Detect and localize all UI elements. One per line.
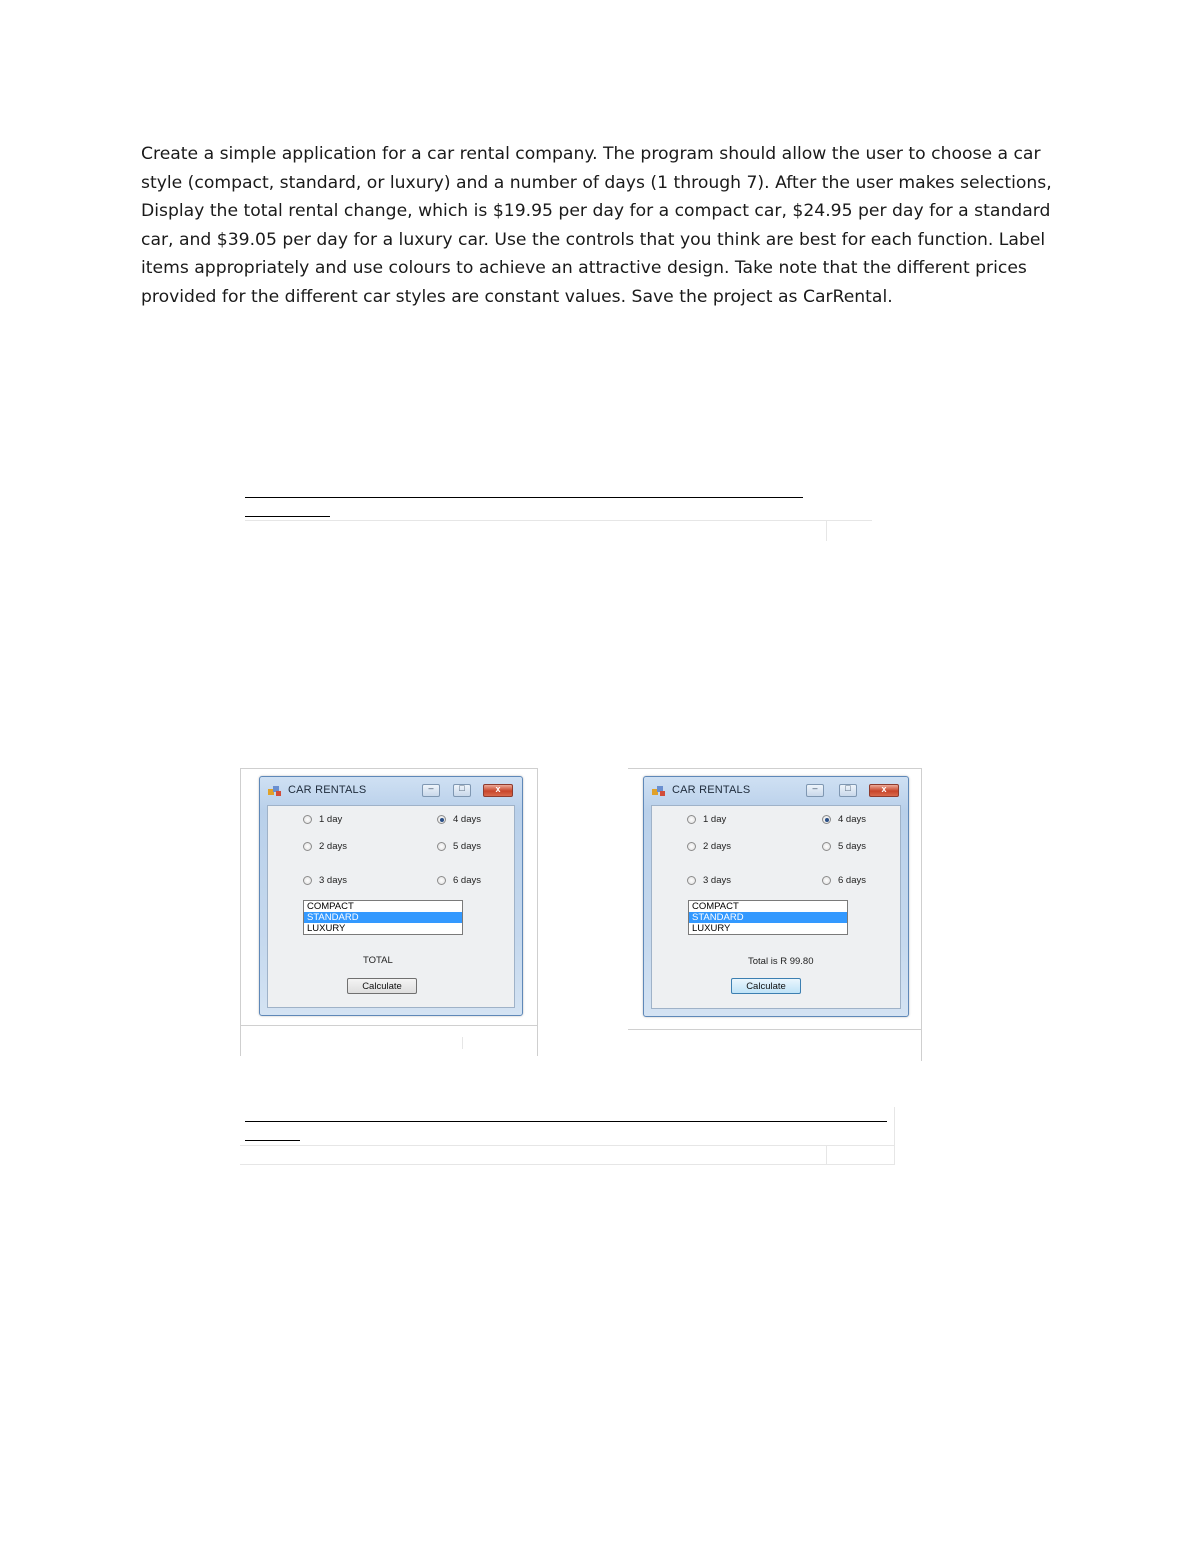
radio-circle-icon — [437, 876, 446, 885]
calculate-button[interactable]: Calculate — [731, 978, 801, 994]
radio-circle-icon — [303, 842, 312, 851]
minimize-button[interactable] — [422, 784, 440, 797]
screenshot-frame-1 — [240, 768, 538, 1056]
list-item-compact[interactable]: COMPACT — [307, 901, 354, 912]
minimize-button[interactable] — [806, 784, 824, 797]
total-label: Total is R 99.80 — [748, 956, 814, 967]
faint-tick — [894, 1107, 895, 1165]
faint-divider — [241, 1025, 537, 1026]
rule-bottom-short — [245, 1140, 300, 1141]
faint-line — [240, 1145, 895, 1146]
list-item-luxury[interactable]: LUXURY — [307, 923, 346, 934]
radio-circle-icon — [303, 815, 312, 824]
window-title: CAR RENTALS — [672, 784, 751, 796]
title-bar[interactable] — [260, 777, 522, 804]
maximize-button[interactable] — [453, 784, 471, 797]
radio-circle-icon — [303, 876, 312, 885]
list-item-standard[interactable]: STANDARD — [689, 912, 847, 923]
faint-divider — [628, 1029, 921, 1030]
window-client-area — [651, 805, 901, 1009]
radio-3-days[interactable]: 3 days — [687, 875, 731, 886]
rule-top-short — [245, 516, 330, 517]
radio-5-days[interactable]: 5 days — [822, 841, 866, 852]
list-item-luxury[interactable]: LUXURY — [692, 923, 731, 934]
screenshot-frame-2 — [628, 768, 922, 1061]
radio-6-days[interactable]: 6 days — [437, 875, 481, 886]
close-icon: x — [495, 784, 501, 794]
car-rentals-window — [643, 776, 909, 1017]
radio-2-days[interactable]: 2 days — [303, 841, 347, 852]
radio-circle-icon — [822, 842, 831, 851]
total-label: TOTAL — [363, 955, 393, 966]
close-icon: x — [881, 784, 887, 794]
radio-4-days[interactable]: 4 days — [822, 814, 866, 825]
radio-2-days[interactable]: 2 days — [687, 841, 731, 852]
calculate-button[interactable]: Calculate — [347, 978, 417, 994]
car-rentals-window — [259, 776, 523, 1016]
app-icon — [652, 785, 666, 797]
radio-1-day[interactable]: 1 day — [687, 814, 726, 825]
rule-bottom-long — [245, 1121, 887, 1122]
radio-circle-icon — [437, 842, 446, 851]
radio-4-days[interactable]: 4 days — [437, 814, 481, 825]
radio-checked-icon — [822, 815, 831, 824]
radio-3-days[interactable]: 3 days — [303, 875, 347, 886]
app-icon — [268, 785, 282, 797]
minimize-icon: – — [428, 783, 434, 793]
maximize-icon: □ — [459, 783, 465, 793]
car-style-listbox[interactable] — [688, 900, 848, 935]
window-client-area — [267, 805, 515, 1008]
radio-6-days[interactable]: 6 days — [822, 875, 866, 886]
car-style-listbox[interactable] — [303, 900, 463, 935]
close-button[interactable] — [869, 784, 899, 797]
close-button[interactable] — [483, 784, 513, 797]
faint-tick — [826, 1146, 827, 1164]
window-title: CAR RENTALS — [288, 784, 367, 796]
radio-5-days[interactable]: 5 days — [437, 841, 481, 852]
radio-circle-icon — [687, 876, 696, 885]
minimize-icon: – — [812, 783, 818, 793]
faint-line — [245, 520, 872, 521]
radio-circle-icon — [687, 842, 696, 851]
radio-1-day[interactable]: 1 day — [303, 814, 342, 825]
radio-circle-icon — [822, 876, 831, 885]
radio-circle-icon — [687, 815, 696, 824]
faint-tick — [462, 1037, 463, 1049]
title-bar[interactable] — [644, 777, 908, 804]
faint-line — [240, 1164, 895, 1165]
instructions-paragraph: Create a simple application for a car rental company. The program should allow the user to choose a car style (compact, standard, or luxury) and a number of days (1 through 7). After the user makes selections, Display the total rental change, which is $19.95 per day for a compact car, $24.95 per day for a standard car, and $39.05 per day for a luxury car. Use the controls that you think are best for each function. Label items appropriately and use colours to achieve an attractive design. Take note that the different prices provided for the different car styles are constant values. Save the project as CarRental. — [141, 144, 1052, 307]
maximize-button[interactable] — [839, 784, 857, 797]
list-item-standard[interactable]: STANDARD — [304, 912, 462, 923]
maximize-icon: □ — [845, 783, 851, 793]
faint-tick — [826, 521, 827, 541]
list-item-compact[interactable]: COMPACT — [692, 901, 739, 912]
rule-top-long — [245, 497, 803, 498]
radio-checked-icon — [437, 815, 446, 824]
